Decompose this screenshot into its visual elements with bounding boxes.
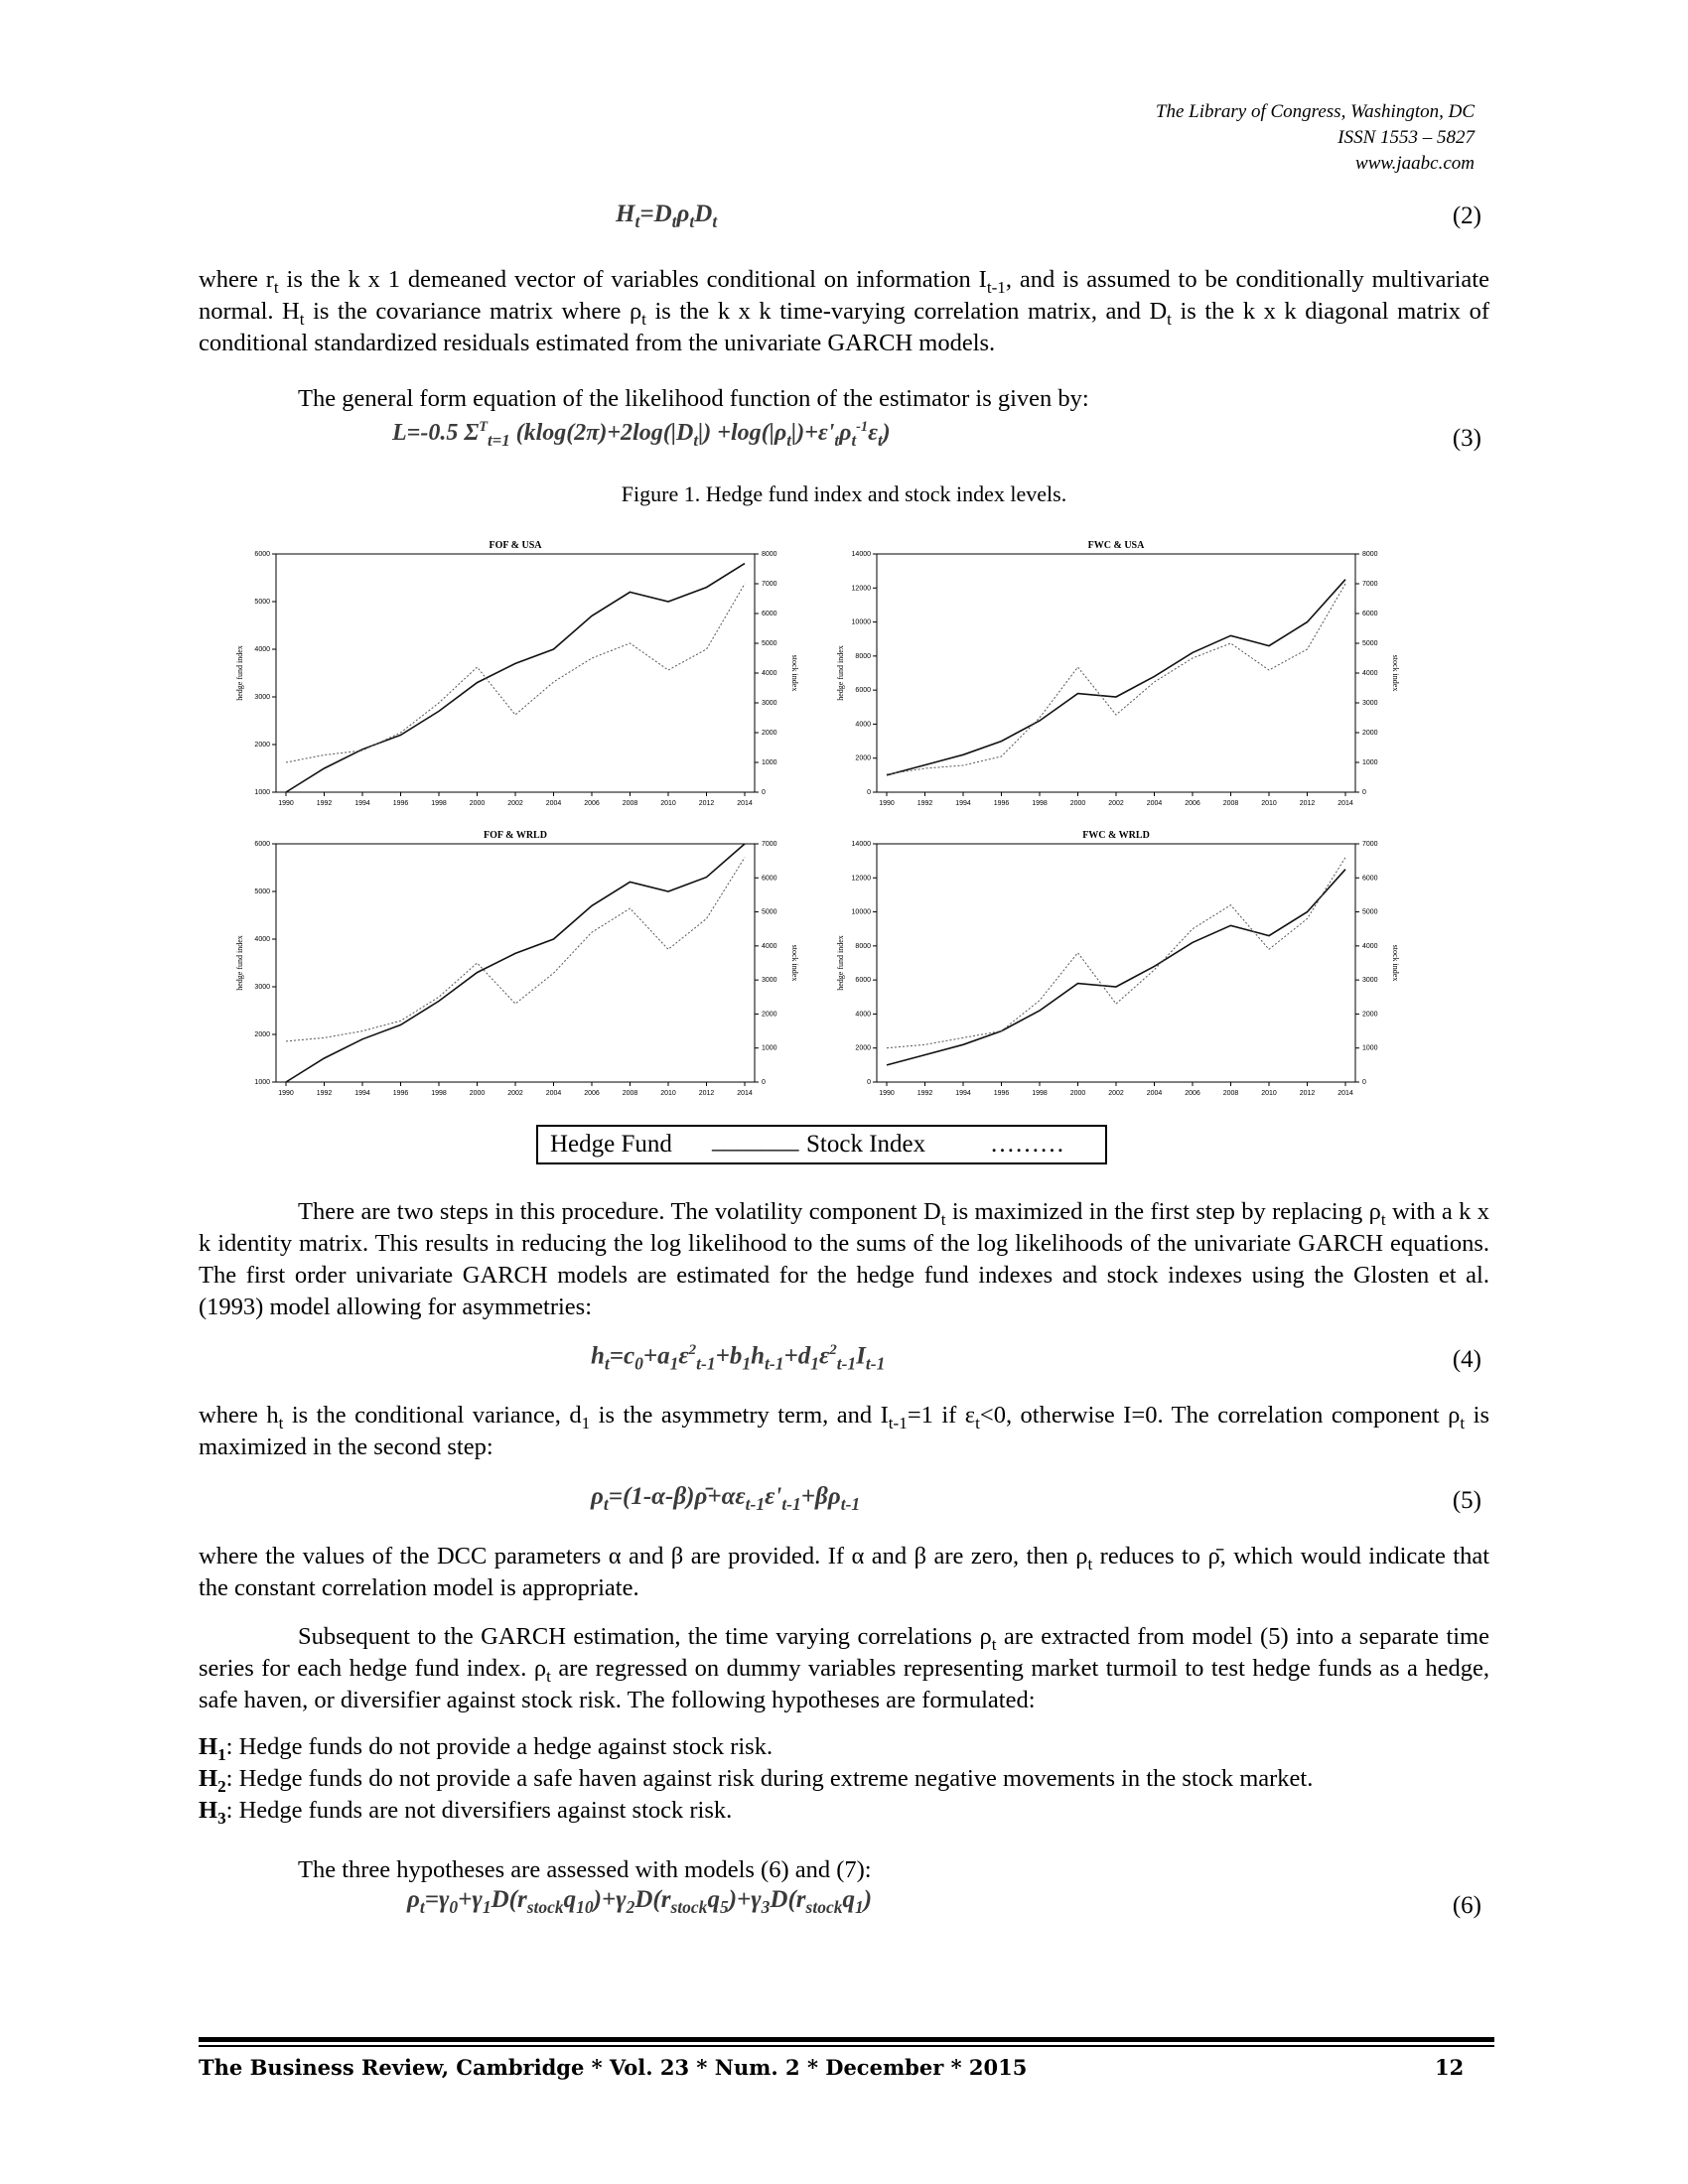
equation-5: $\rho_t=(1-\alpha-\beta)\rhō+\alpha\varepsilon_{t-1}\varepsilon'_{t-1}+\beta\rho_{t-1}$ [591,1483,861,1514]
x-tick-label: 1990 [278,1090,294,1097]
y-tick-label: 5000 [254,888,270,895]
chart-svg-fof-usa [228,534,804,822]
y-tick-label: 0 [867,789,871,796]
hypothesis-2: $H_2$: Hedge funds do not provide a safe haven against risk during extreme negative movements in the stock market. [199,1765,1314,1796]
y-tick-label: 12000 [851,585,871,593]
y2-tick-label: 3000 [762,977,777,985]
x-tick-label: 2006 [1185,800,1200,807]
x-tick-label: 2006 [584,1090,600,1097]
chart-svg-fwc-usa [829,534,1405,822]
hypothesis-1-text: : Hedge funds do not provide a hedge against stock risk. [225,1733,774,1760]
x-tick-label: 2004 [545,800,562,807]
x-tick-label: 1992 [916,800,933,807]
equation-2: $H_t=D_t\rho_tD_t$ [616,201,718,231]
legend-stock-label: Stock Index [806,1131,926,1158]
equation-5-number: (5) [1452,1487,1481,1514]
x-tick-label: 1990 [879,1090,895,1097]
y2-tick-label: 4000 [762,942,777,950]
equation-6: $\rho_t=\gamma_0+\gamma_1D(r_{stock}q_{10})+\gamma_2D(r_{stock}q_5)+\gamma_3D(r_{stock}q_1)$ [407,1886,873,1917]
paragraph-7: The three hypotheses are assessed with models (6) and (7): [298,1856,872,1883]
x-tick-label: 2008 [622,1090,638,1097]
y-tick-label: 4000 [254,646,270,653]
legend-hedge-line: _______ [712,1127,799,1154]
y2-tick-label: 7000 [762,841,777,848]
x-tick-label: 2012 [1299,1090,1316,1097]
hypothesis-3: $H_3$: Hedge funds are not diversifiers against stock risk. [199,1797,733,1828]
y-tick-label: 4000 [855,1011,871,1019]
x-tick-label: 1998 [431,800,447,807]
equation-3: L=-0.5 $\Sigma^T_{t=1}$ $(klog(2\pi)+2\log(|D_t|) +\log(|\rho_t|)+\varepsilon'_t\rho_t^{-1}\varepsilon_t)$ [392,419,891,450]
hedge-fund-line [286,844,745,1082]
y-tick-label: 2000 [254,1031,270,1038]
y-tick-label: 2000 [254,742,270,749]
chart-title: FOF & USA [489,540,542,551]
x-tick-label: 2000 [1069,800,1086,807]
x-tick-label: 2000 [1069,1090,1086,1097]
y2-tick-label: 4000 [1362,942,1378,950]
journal-header [1156,99,1475,177]
header-line-2: ISSN 1553 – 5827 [1337,127,1475,148]
y2-tick-label: 0 [762,1079,766,1086]
y2-tick-label: 5000 [1362,908,1378,916]
y2-tick-label: 6000 [1362,611,1378,617]
x-tick-label: 2002 [507,1090,523,1097]
x-tick-label: 2004 [1146,1090,1163,1097]
x-tick-label: 1996 [392,800,409,807]
chart-title: FOF & WRLD [484,830,547,841]
chart-title: FWC & USA [1087,540,1145,551]
footer-rule-thick [199,2037,1494,2042]
stock-index-line [286,584,745,762]
y-axis-label: hedge fund index [836,645,845,701]
y-tick-label: 1000 [254,1079,270,1086]
y-tick-label: 8000 [855,652,871,660]
y2-tick-label: 7000 [1362,841,1378,848]
y2-tick-label: 8000 [1362,551,1378,558]
x-tick-label: 1996 [392,1090,409,1097]
chart-svg-fof-wrld [228,824,804,1112]
x-tick-label: 2012 [698,1090,715,1097]
stock-index-line [887,858,1345,1048]
paragraph-6: Subsequent to the GARCH estimation, the time varying correlations $\rho_t$ are extracted from model (5) into a separate time series for each hedge fund index. $\rho_t$ are regressed on dummy variables representing market turmoil to test hedge funds as a hedge, safe haven, or diversifier against stock risk. The following hypotheses are formulated: [199,1623,1489,1713]
x-tick-label: 2014 [1337,1090,1353,1097]
equation-2-number: (2) [1452,203,1481,229]
hypothesis-1: $H_1$: Hedge funds do not provide a hedge against stock risk. [199,1733,774,1764]
y2-tick-label: 5000 [1362,640,1378,647]
equation-6-number: (6) [1452,1892,1481,1919]
x-tick-label: 2006 [584,800,600,807]
x-tick-label: 1992 [316,800,333,807]
equation-3-number: (3) [1452,425,1481,452]
y-tick-label: 8000 [855,942,871,950]
legend-stock-line: ……… [990,1131,1064,1158]
stock-index-line [887,584,1345,774]
x-tick-label: 2002 [507,800,523,807]
equation-4-number: (4) [1452,1346,1481,1373]
y-tick-label: 10000 [851,618,871,626]
y-tick-label: 3000 [254,984,270,991]
x-tick-label: 1994 [354,800,370,807]
y2-tick-label: 1000 [762,1044,777,1052]
y-tick-label: 3000 [254,694,270,701]
x-tick-label: 1994 [354,1090,370,1097]
x-tick-label: 2008 [1222,1090,1239,1097]
x-tick-label: 1998 [1032,800,1048,807]
x-tick-label: 2012 [698,800,715,807]
x-tick-label: 2014 [737,1090,753,1097]
y-tick-label: 12000 [851,875,871,883]
y2-tick-label: 4000 [762,670,777,677]
x-tick-label: 2004 [1146,800,1163,807]
x-tick-label: 1998 [431,1090,447,1097]
chart-fwc-usa [829,534,1405,822]
x-tick-label: 1996 [993,1090,1010,1097]
x-tick-label: 1990 [278,800,294,807]
y2-axis-label: stock index [790,944,799,982]
x-tick-label: 2010 [660,1090,676,1097]
y-tick-label: 4000 [254,936,270,943]
y-tick-label: 6000 [855,687,871,695]
y-tick-label: 10000 [851,908,871,916]
y2-tick-label: 1000 [1362,759,1378,766]
y2-tick-label: 7000 [762,581,777,588]
y2-tick-label: 5000 [762,908,777,916]
y2-tick-label: 0 [762,789,766,796]
stock-index-line [286,858,745,1041]
y2-tick-label: 2000 [762,730,777,737]
y2-tick-label: 4000 [1362,670,1378,677]
y-tick-label: 2000 [855,754,871,762]
x-tick-label: 1998 [1032,1090,1048,1097]
hedge-fund-line [887,580,1345,775]
figure-caption: Figure 1. Hedge fund index and stock index levels. [621,481,1067,506]
x-tick-label: 2014 [737,800,753,807]
page-number: 12 [1435,2055,1465,2080]
chart-fof-wrld [228,824,804,1112]
x-tick-label: 1996 [993,800,1010,807]
x-tick-label: 2014 [1337,800,1353,807]
chart-svg-fwc-wrld [829,824,1405,1112]
y-tick-label: 2000 [855,1044,871,1052]
figure-legend [536,1125,1107,1164]
x-tick-label: 2006 [1185,1090,1200,1097]
x-tick-label: 1992 [316,1090,333,1097]
x-tick-label: 2000 [469,1090,486,1097]
paragraph-4: where $h_t$ is the conditional variance, $d_1$ is the asymmetry term, and $I_{t-1}=1$ if $\varepsilon_t<0$, otherwise I=0. The correlation component $\rho_t$ is maximized in the second step: [199,1402,1489,1460]
x-tick-label: 2004 [545,1090,562,1097]
y2-axis-label: stock index [1391,654,1400,692]
chart-title: FWC & WRLD [1082,830,1150,841]
y-tick-label: 5000 [254,599,270,606]
y2-tick-label: 0 [1362,789,1366,796]
header-line-3: www.jaabc.com [1355,153,1475,174]
header-line-1: The Library of Congress, Washington, DC [1155,101,1475,122]
plot-frame [877,844,1355,1082]
footer-rule-thin [199,2045,1494,2047]
y-tick-label: 14000 [851,551,871,558]
y2-tick-label: 6000 [762,611,777,617]
x-tick-label: 2008 [1222,800,1239,807]
y-tick-label: 1000 [254,789,270,796]
x-tick-label: 2002 [1108,1090,1124,1097]
y-tick-label: 6000 [254,551,270,558]
hedge-fund-line [286,564,745,792]
y2-tick-label: 1000 [1362,1044,1378,1052]
x-tick-label: 2002 [1108,800,1124,807]
y2-tick-label: 2000 [762,1011,777,1019]
x-tick-label: 1992 [916,1090,933,1097]
chart-fwc-wrld [829,824,1405,1112]
y-tick-label: 0 [867,1079,871,1086]
y2-tick-label: 8000 [762,551,777,558]
y2-tick-label: 6000 [762,875,777,883]
y-axis-label: hedge fund index [235,935,244,991]
paragraph-3: There are two steps in this procedure. The volatility component $D_t$ is maximized in the first step by replacing $\rho_t$ with a k x k identity matrix. This results in reducing the log likelihood to the sums of the log likelihoods of the univariate GARCH equations. The first order univariate GARCH models are estimated for the hedge fund indexes and stock indexes using the Glosten et al. (1993) model allowing for asymmetries: [199,1198,1490,1320]
y2-tick-label: 7000 [1362,581,1378,588]
x-tick-label: 2008 [622,800,638,807]
x-tick-label: 1994 [955,800,971,807]
footer-journal: The Business Review, Cambridge * Vol. 23 * Num. 2 * December * 2015 [199,2055,1028,2080]
y2-tick-label: 3000 [762,700,777,707]
equation-4: $h_t=c_0+a_1\varepsilon^2_{t-1}+b_1h_{t-1}+d_1\varepsilon^2_{t-1}I_{t-1}$ [591,1342,886,1374]
paragraph-1: where $r_t$ is the k x 1 demeaned vector of variables conditional on information $I_{t-1}$, and is assumed to be conditionally multivariate normal. $H_t$ is the covariance matrix where $\rho_t$ is the k x k time-varying correlation matrix, and $D_t$ is the k x k diagonal matrix of conditional standardized residuals estimated from the univariate GARCH models. [199,266,1490,356]
legend-hedge-label: Hedge Fund [550,1131,672,1158]
x-tick-label: 2010 [1261,1090,1277,1097]
x-tick-label: 2010 [1261,800,1277,807]
y2-tick-label: 0 [1362,1079,1366,1086]
y-tick-label: 4000 [855,721,871,729]
y2-axis-label: stock index [790,654,799,692]
x-tick-label: 2000 [469,800,486,807]
y-axis-label: hedge fund index [235,645,244,701]
y-tick-label: 14000 [851,841,871,848]
y2-tick-label: 6000 [1362,875,1378,883]
plot-frame [877,554,1355,792]
hypothesis-3-text: : Hedge funds are not diversifiers against stock risk. [225,1797,733,1824]
hypothesis-2-text: : Hedge funds do not provide a safe haven against risk during extreme negative movements in the stock market. [225,1765,1314,1792]
y-tick-label: 6000 [254,841,270,848]
y2-tick-label: 3000 [1362,700,1378,707]
x-tick-label: 1990 [879,800,895,807]
chart-fof-usa [228,534,804,822]
paragraph-5: where the values of the DCC parameters α and β are provided. If α and β are zero, then $\rho_t$ reduces to ρ̄, which would indicate that the constant correlation model is appropriate. [199,1543,1490,1601]
x-tick-label: 2012 [1299,800,1316,807]
y2-tick-label: 2000 [1362,730,1378,737]
y-axis-label: hedge fund index [836,935,845,991]
paragraph-2: The general form equation of the likelihood function of the estimator is given by: [298,385,1089,412]
y2-tick-label: 1000 [762,759,777,766]
y2-tick-label: 2000 [1362,1011,1378,1019]
x-tick-label: 2010 [660,800,676,807]
y2-tick-label: 3000 [1362,977,1378,985]
y-tick-label: 6000 [855,977,871,985]
y2-axis-label: stock index [1391,944,1400,982]
hedge-fund-line [887,870,1345,1065]
y2-tick-label: 5000 [762,640,777,647]
x-tick-label: 1994 [955,1090,971,1097]
